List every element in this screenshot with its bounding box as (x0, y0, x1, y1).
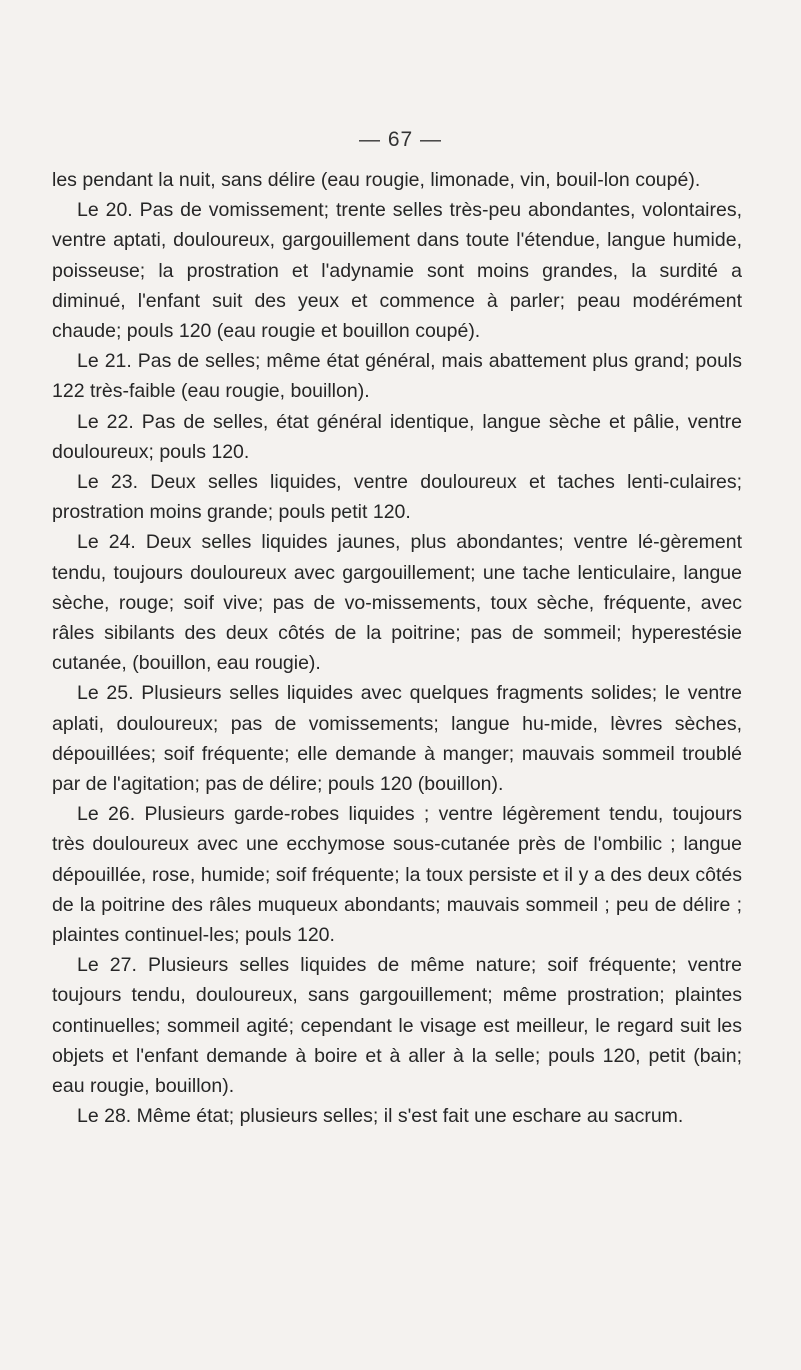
paragraph-day-26: Le 26. Plusieurs garde-robes liquides ; ventre légèrement tendu, toujours très douloureux avec une ecchymose sous-cutanée près de l'ombilic ; langue dépouillée, rose, humide; soif fréquente; la toux persiste et il y a des deux côtés de la poitrine des râles muqueux abondants; mauvais sommeil ; peu de délire ; plaintes continuel-les; pouls 120. (52, 803, 742, 947)
paragraph-day-28: Le 28. Même état; plusieurs selles; il s'est fait une eschare au sacrum. (77, 1105, 684, 1128)
paragraph-day-25: Le 25. Plusieurs selles liquides avec quelques fragments solides; le ventre aplati, douloureux; pas de vomissements; langue hu-mide, lèvres sèches, dépouillées; soif fréquente; elle demande à manger; mauvais sommeil troublé par de l'agitation; pas de délire; pouls 120 (bouillon). (52, 682, 742, 796)
paragraph-day-22: Le 22. Pas de selles, état général identique, langue sèche et pâlie, ventre douloureux; pouls 120. (52, 410, 742, 463)
paragraph-day-27: Le 27. Plusieurs selles liquides de même nature; soif fréquente; ventre toujours tendu, douloureux, sans gargouillement; même prostration; plaintes continuelles; sommeil agité; cependant le visage est meilleur, le regard suit les objets et l'enfant demande à boire et à aller à la selle; pouls 120, petit (bain; eau rougie, bouillon). (52, 954, 742, 1098)
paragraph-day-20: Le 20. Pas de vomissement; trente selles très-peu abondantes, volontaires, ventre aptati, douloureux, gargouillement dans toute l'étendue, langue humide, poisseuse; la prostration et l'adynamie sont moins grandes, la surdité a diminué, l'enfant suit des yeux et commence à parler; peau modérément chaude; pouls 120 (eau rougie et bouillon coupé). (52, 199, 742, 343)
paragraph-continuation: les pendant la nuit, sans délire (eau rougie, limonade, vin, bouil-lon coupé). (52, 169, 701, 191)
paragraph-day-23: Le 23. Deux selles liquides, ventre douloureux et taches lenti-culaires; prostration moins grande; pouls petit 120. (52, 471, 742, 524)
body-text (52, 165, 742, 1132)
page-number: — 67 — (358, 128, 443, 151)
paragraph-day-21: Le 21. Pas de selles; même état général, mais abattement plus grand; pouls 122 très-faible (eau rougie, bouillon). (52, 350, 742, 403)
paragraph-day-24: Le 24. Deux selles liquides jaunes, plus abondantes; ventre lé-gèrement tendu, toujours douloureux avec gargouillement; une tache lenticulaire, langue sèche, rouge; soif vive; pas de vo-missements, toux sèche, fréquente, avec râles sibilants des deux côtés de la poitrine; pas de sommeil; hyperestésie cutanée, (bouillon, eau rougie). (52, 531, 742, 675)
